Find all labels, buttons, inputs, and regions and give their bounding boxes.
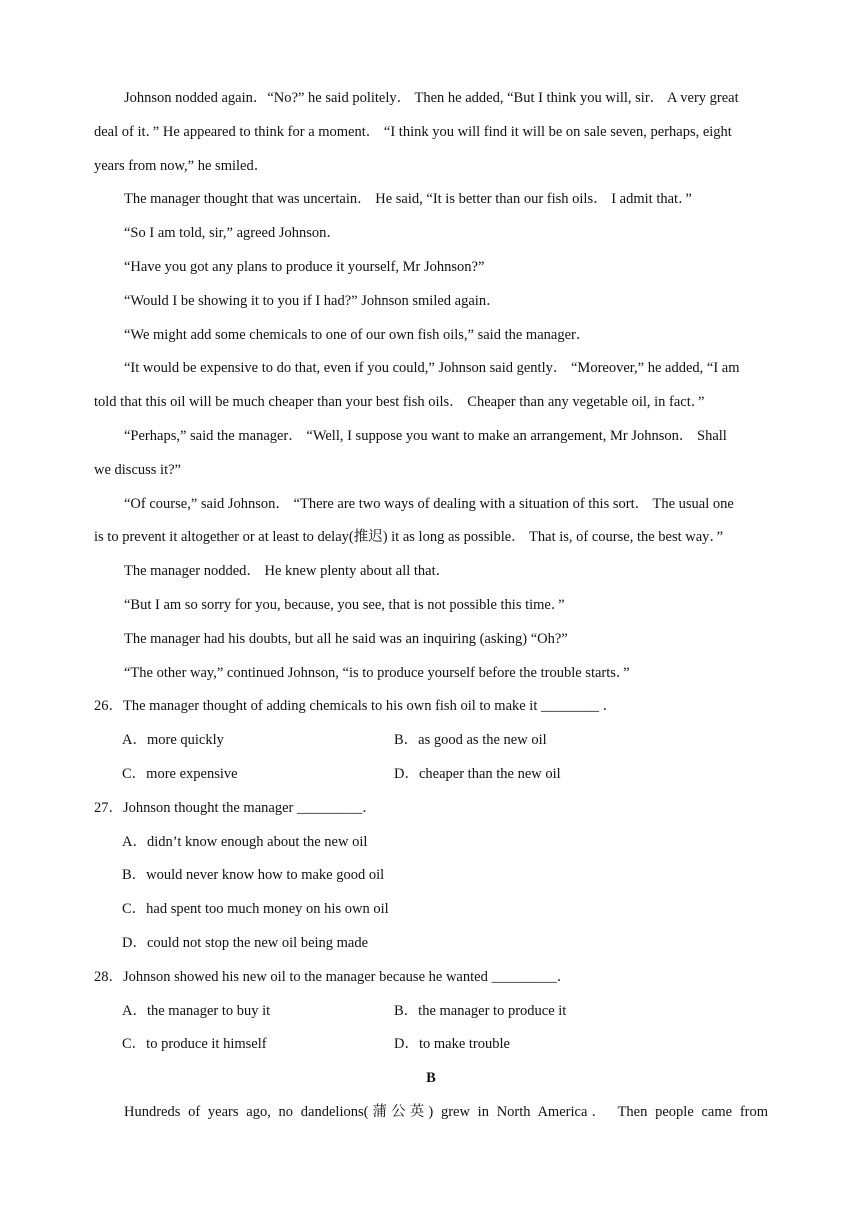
- option-28-a[interactable]: A．the manager to buy it: [122, 1002, 271, 1019]
- option-27-c[interactable]: C．had spent too much money on his own oil: [122, 901, 389, 918]
- passage-line: The manager thought that was uncertain． He said, “It is better than our fish oils． I admit that．”: [124, 191, 692, 208]
- passage-line: The manager nodded． He knew plenty about all that．: [124, 563, 451, 580]
- section-title-b: B: [426, 1070, 436, 1087]
- passage-line: “Have you got any plans to produce it yourself, Mr Johnson?”: [124, 258, 485, 275]
- passage-line: “It would be expensive to do that, even if you could,” Johnson said gently． “Moreover,” he added, “I am: [124, 360, 740, 377]
- option-26-c[interactable]: C．more expensive: [122, 765, 238, 782]
- passage-line: “Would I be showing it to you if I had?” Johnson smiled again．: [124, 292, 501, 309]
- option-row: [94, 995, 768, 1029]
- option-row: [94, 758, 768, 792]
- option-27-a[interactable]: A．didn’t know enough about the new oil: [122, 833, 368, 850]
- option-26-d[interactable]: D．cheaper than the new oil: [394, 765, 561, 782]
- exam-page: [94, 82, 768, 1130]
- passage-line: The manager had his doubts, but all he said was an inquiring (asking) “Oh?”: [124, 630, 568, 647]
- question-stem-26: 26．The manager thought of adding chemicals to his own fish oil to make it ________ ．: [94, 698, 618, 715]
- passage-line: is to prevent it altogether or at least to delay(推迟) it as long as possible． That is, of course, the best way．”: [94, 529, 724, 546]
- passage-line: Johnson nodded again．“No?” he said politely． Then he added, “But I think you will, sir． A very great: [124, 90, 739, 106]
- passage-line: “But I am so sorry for you, because, you see, that is not possible this time．”: [124, 596, 565, 613]
- passage-line: years from now,” he smiled．: [94, 157, 269, 174]
- option-row: [94, 1028, 768, 1062]
- passage-line: deal of it．” He appeared to think for a moment． “I think you will find it will be on sale seven, perhaps, eight: [94, 123, 732, 140]
- passage-line: “We might add some chemicals to one of our own fish oils,” said the manager．: [124, 326, 591, 343]
- option-27-b[interactable]: B．would never know how to make good oil: [122, 867, 385, 884]
- option-28-c[interactable]: C．to produce it himself: [122, 1036, 267, 1053]
- passage-line: “So I am told, sir,” agreed Johnson．: [124, 225, 341, 242]
- option-27-d[interactable]: D．could not stop the new oil being made: [122, 934, 369, 951]
- question-stem-27: 27．Johnson thought the manager _________．: [94, 799, 377, 816]
- option-row: [94, 724, 768, 758]
- option-28-b[interactable]: B．the manager to produce it: [394, 1002, 567, 1019]
- passage-line: told that this oil will be much cheaper than your best fish oils． Cheaper than any vegetable oil, in fact．”: [94, 394, 705, 411]
- passage-line: “Of course,” said Johnson． “There are two ways of dealing with a situation of this sort． The usual one: [124, 495, 734, 512]
- passage-line: “The other way,” continued Johnson, “is to produce yourself before the trouble starts．”: [124, 664, 630, 681]
- option-28-d[interactable]: D．to make trouble: [394, 1036, 510, 1053]
- passage-line: we discuss it?”: [94, 461, 181, 478]
- passage-line: “Perhaps,” said the manager． “Well, I suppose you want to make an arrangement, Mr Johnson． Shall: [124, 427, 727, 444]
- option-26-a[interactable]: A．more quickly: [122, 732, 224, 749]
- question-stem-28: 28．Johnson showed his new oil to the manager because he wanted _________．: [94, 968, 572, 985]
- passage-line: Hundreds of years ago, no dandelions(蒲公英) grew in North America． Then people came from: [124, 1103, 768, 1120]
- option-26-b[interactable]: B．as good as the new oil: [394, 732, 547, 749]
